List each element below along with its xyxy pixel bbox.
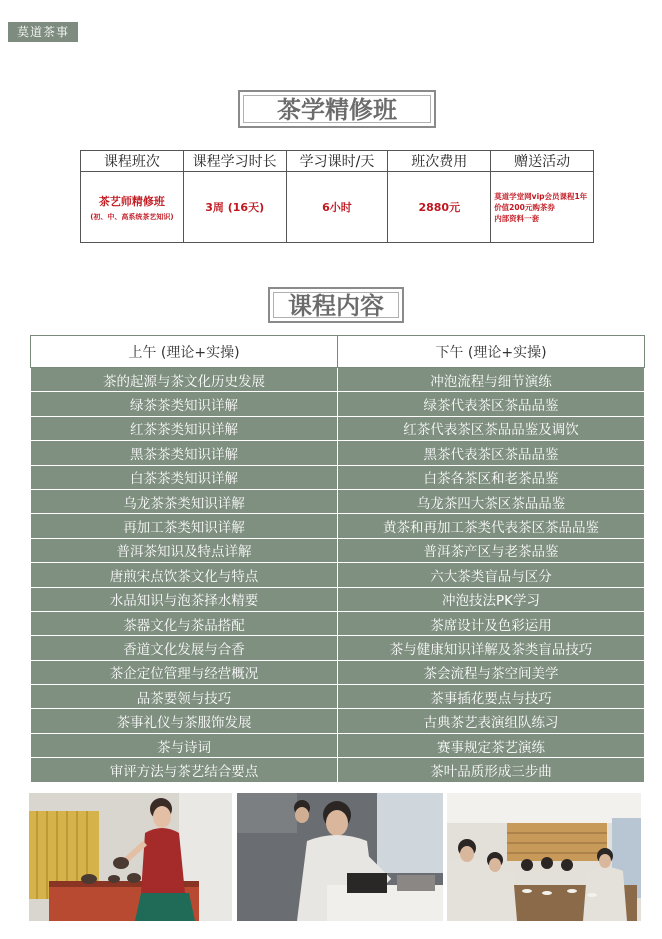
afternoon-topic: 赛事规定茶艺演练 <box>338 733 645 757</box>
gift-line: 内部资料一套 <box>494 213 540 223</box>
course-table-header-row <box>31 336 645 368</box>
afternoon-topic: 茶会流程与茶空间美学 <box>338 660 645 684</box>
header-fee: 班次费用 <box>388 151 491 172</box>
morning-topic: 审评方法与茶艺结合要点 <box>31 758 338 782</box>
course-row <box>31 416 645 440</box>
gift-line: 莫道学堂网vip会员课程1年 <box>494 191 588 201</box>
afternoon-topic: 茶席设计及色彩运用 <box>338 611 645 635</box>
afternoon-topic: 茶叶品质形成三步曲 <box>338 758 645 782</box>
afternoon-topic: 古典茶艺表演组队练习 <box>338 709 645 733</box>
fee-table-row <box>81 172 594 243</box>
section-title-frame <box>238 90 436 128</box>
morning-topic: 白茶茶类知识详解 <box>31 465 338 489</box>
afternoon-topic: 六大茶类盲品与区分 <box>338 563 645 587</box>
fee-table <box>80 150 594 243</box>
fee-cell: 2880元 <box>388 172 491 243</box>
course-row <box>31 489 645 513</box>
course-row <box>31 538 645 562</box>
course-row <box>31 709 645 733</box>
hours-cell: 6小时 <box>286 172 388 243</box>
course-row <box>31 368 645 392</box>
afternoon-topic: 乌龙茶四大茶区茶品品鉴 <box>338 489 645 513</box>
afternoon-topic: 黑茶代表茶区茶品品鉴 <box>338 441 645 465</box>
tea-tasting-illustration <box>237 793 443 921</box>
course-row <box>31 758 645 782</box>
afternoon-topic: 黄茶和再加工茶类代表茶区茶品品鉴 <box>338 514 645 538</box>
course-row <box>31 514 645 538</box>
fee-table-header-row <box>81 151 594 172</box>
class-cell <box>81 172 184 243</box>
header-afternoon: 下午 (理论+实操) <box>338 336 645 368</box>
header-hours: 学习课时/天 <box>286 151 388 172</box>
morning-topic: 茶企定位管理与经营概况 <box>31 660 338 684</box>
gift-line: 价值200元购茶券 <box>494 202 555 212</box>
section-title: 茶学精修班 <box>277 96 397 124</box>
morning-topic: 茶器文化与茶品搭配 <box>31 611 338 635</box>
tea-tasting-photo <box>237 793 443 921</box>
course-row <box>31 563 645 587</box>
course-row <box>31 587 645 611</box>
morning-topic: 普洱茶知识及特点详解 <box>31 538 338 562</box>
course-row <box>31 733 645 757</box>
header-class: 课程班次 <box>81 151 184 172</box>
afternoon-topic: 茶事插花要点与技巧 <box>338 685 645 709</box>
afternoon-topic: 绿茶代表茶区茶品品鉴 <box>338 392 645 416</box>
gift-cell <box>491 172 594 243</box>
class-group-illustration <box>447 793 641 921</box>
course-table-body <box>31 368 645 783</box>
morning-topic: 品茶要领与技巧 <box>31 685 338 709</box>
afternoon-topic: 普洱茶产区与老茶品鉴 <box>338 538 645 562</box>
class-name: 茶艺师精修班 <box>98 194 165 208</box>
afternoon-topic: 茶与健康知识详解及茶类盲品技巧 <box>338 636 645 660</box>
course-row <box>31 441 645 465</box>
tea-ceremony-photo <box>29 793 232 921</box>
morning-topic: 红茶茶类知识详解 <box>31 416 338 440</box>
course-row <box>31 660 645 684</box>
course-row <box>31 636 645 660</box>
morning-topic: 水品知识与泡茶择水精要 <box>31 587 338 611</box>
afternoon-topic: 白茶各茶区和老茶品鉴 <box>338 465 645 489</box>
afternoon-topic: 冲泡流程与细节演练 <box>338 368 645 392</box>
header-gift: 赠送活动 <box>491 151 594 172</box>
morning-topic: 绿茶茶类知识详解 <box>31 392 338 416</box>
content-title-frame <box>268 287 404 323</box>
course-table <box>30 335 645 783</box>
class-subtitle: (初、中、高系统茶艺知识) <box>90 212 174 221</box>
header-duration: 课程学习时长 <box>183 151 286 172</box>
morning-topic: 乌龙茶茶类知识详解 <box>31 489 338 513</box>
morning-topic: 唐煎宋点饮茶文化与特点 <box>31 563 338 587</box>
header-morning: 上午 (理论+实操) <box>31 336 338 368</box>
course-row <box>31 685 645 709</box>
morning-topic: 香道文化发展与合香 <box>31 636 338 660</box>
morning-topic: 茶的起源与茶文化历史发展 <box>31 368 338 392</box>
morning-topic: 茶与诗词 <box>31 733 338 757</box>
morning-topic: 茶事礼仪与茶服饰发展 <box>31 709 338 733</box>
class-group-photo <box>447 793 641 921</box>
course-row <box>31 465 645 489</box>
duration-cell: 3周 (16天) <box>183 172 286 243</box>
afternoon-topic: 冲泡技法PK学习 <box>338 587 645 611</box>
morning-topic: 再加工茶类知识详解 <box>31 514 338 538</box>
content-title: 课程内容 <box>288 292 384 320</box>
course-row <box>31 611 645 635</box>
course-row <box>31 392 645 416</box>
afternoon-topic: 红茶代表茶区茶品品鉴及调饮 <box>338 416 645 440</box>
tea-ceremony-illustration <box>29 793 232 921</box>
morning-topic: 黑茶茶类知识详解 <box>31 441 338 465</box>
brand-logo: 莫道茶事 <box>8 22 78 42</box>
